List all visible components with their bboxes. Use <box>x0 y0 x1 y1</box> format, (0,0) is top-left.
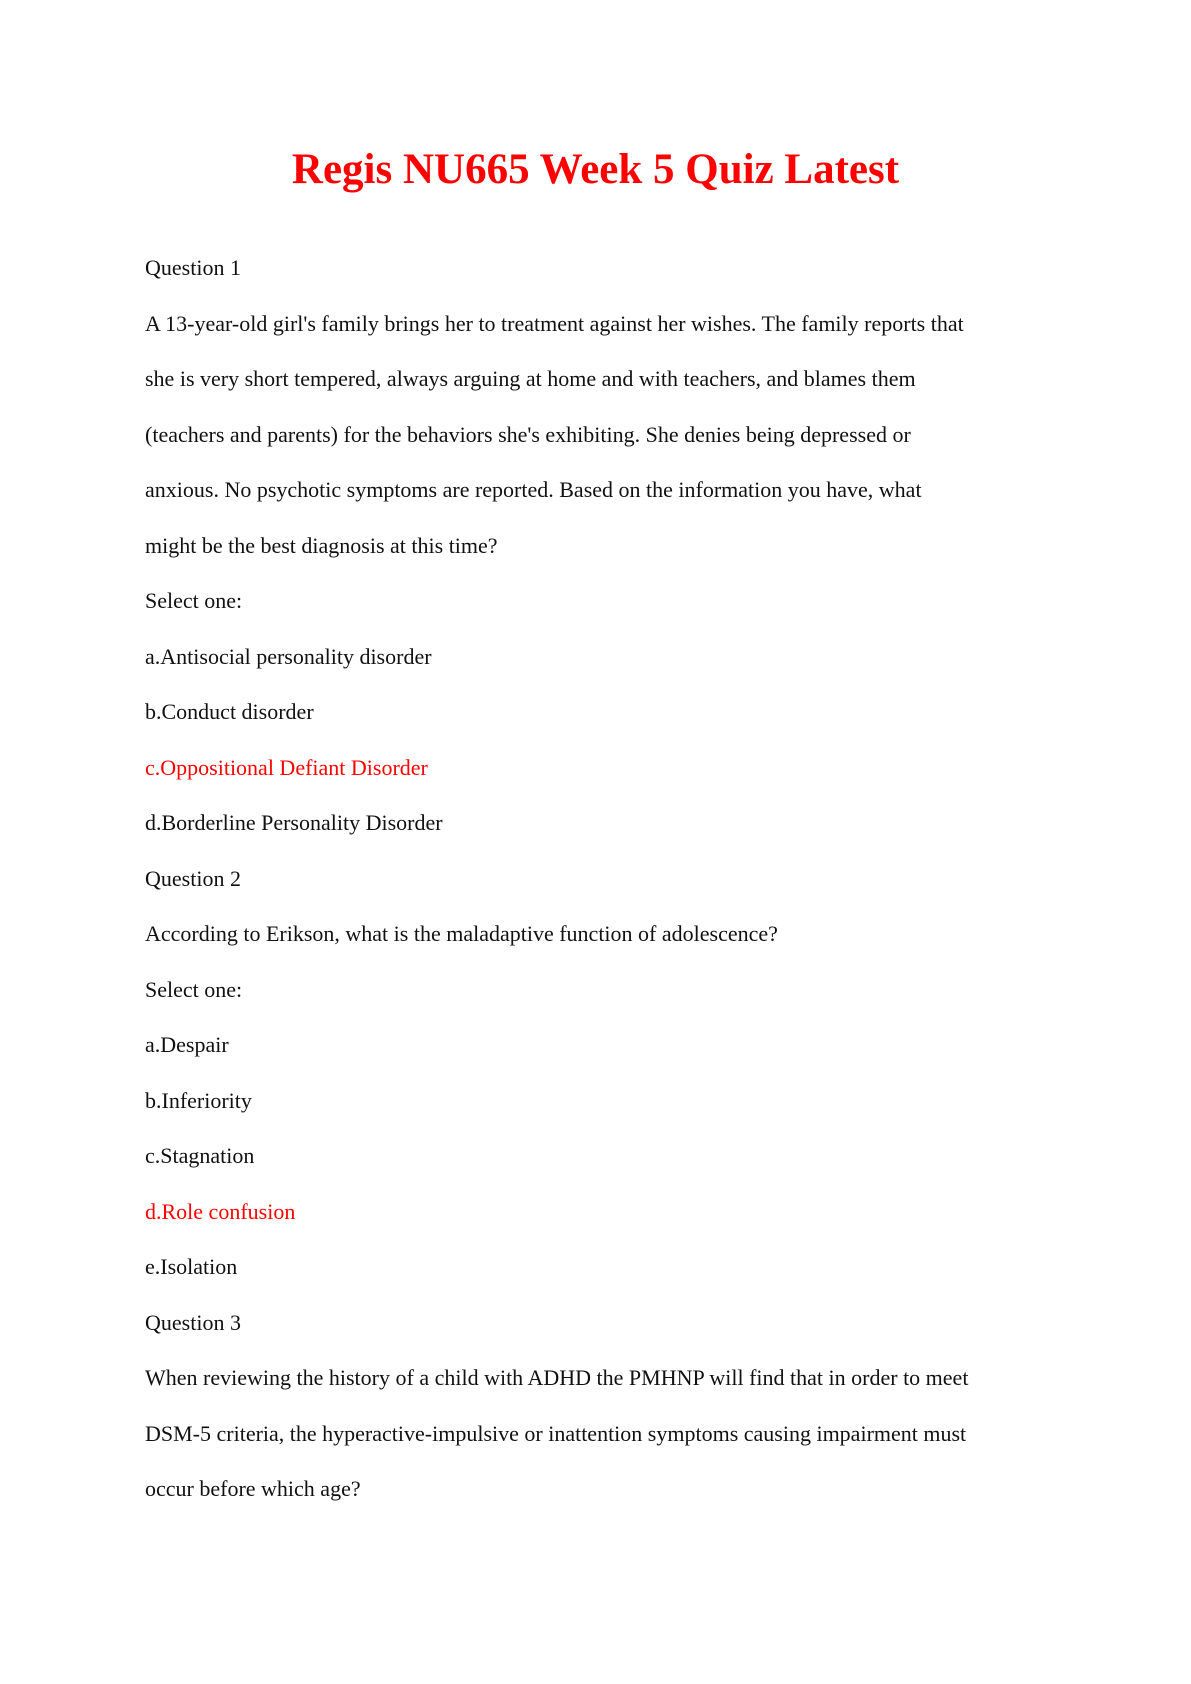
answer-option: a.Antisocial personality disorder <box>145 643 432 669</box>
question-prompt-line: she is very short tempered, always arguing at home and with teachers, and blames them <box>145 366 916 391</box>
question-prompt-line: DSM-5 criteria, the hyperactive-impulsive or inattention symptoms causing impairment must <box>145 1420 967 1446</box>
question-prompt-line: occur before which age? <box>145 1476 361 1501</box>
question-prompt-line: (teachers and parents) for the behaviors she's exhibiting. She denies being depressed or <box>145 421 911 447</box>
answer-option: d.Role confusion <box>145 1198 296 1224</box>
answer-option: b.Inferiority <box>145 1087 252 1113</box>
select-one-label: Select one: <box>145 976 243 1002</box>
question-heading: Question 3 <box>145 1309 241 1335</box>
answer-option: a.Despair <box>145 1032 229 1057</box>
question-prompt-line: When reviewing the history of a child with ADHD the PMHNP will find that in order to meet <box>145 1365 969 1390</box>
question-heading: Question 2 <box>145 865 241 891</box>
document-title: Regis NU665 Week 5 Quiz Latest <box>291 146 900 193</box>
answer-option: b.Conduct disorder <box>145 699 314 724</box>
answer-option: e.Isolation <box>145 1254 238 1279</box>
answer-option: d.Borderline Personality Disorder <box>145 810 443 835</box>
question-prompt-line: might be the best diagnosis at this time? <box>145 532 498 558</box>
question-prompt-line: A 13-year-old girl's family brings her to treatment against her wishes. The family reports that <box>145 310 964 336</box>
question-prompt-line: anxious. No psychotic symptoms are reported. Based on the information you have, what <box>145 477 922 502</box>
select-one-label: Select one: <box>145 588 243 613</box>
question-heading: Question 1 <box>145 255 241 280</box>
answer-option: c.Oppositional Defiant Disorder <box>145 754 428 780</box>
quiz-body <box>145 240 1065 1517</box>
answer-option: c.Stagnation <box>145 1143 255 1168</box>
question-prompt-line: According to Erikson, what is the maladaptive function of adolescence? <box>145 921 778 946</box>
